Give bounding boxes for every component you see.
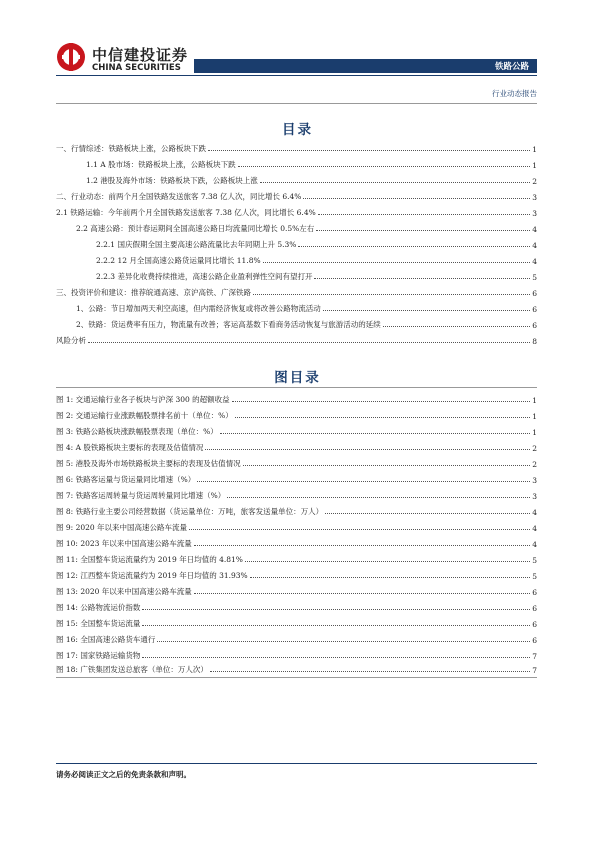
toc-entry-page: 1	[532, 161, 537, 170]
toc-entry[interactable]	[56, 221, 537, 234]
figure-entry-page: 2	[532, 460, 537, 469]
figure-entry-text: 图 14: 公路物流运价指数	[56, 603, 141, 612]
toc-entry[interactable]	[56, 253, 537, 266]
figure-leader	[194, 593, 530, 594]
figure-leader	[220, 433, 531, 434]
figure-entry-text: 图 11: 全国整车货运流量约为 2019 年日均值的 4.81%	[56, 555, 243, 564]
toc-entry-text: 2.2.3 差异化收费持续推进，高速公路企业盈利弹性空间有望打开	[96, 272, 313, 281]
toc-entry[interactable]	[56, 205, 537, 218]
figure-entry[interactable]	[56, 504, 537, 517]
figure-entry-page: 4	[532, 508, 537, 517]
toc-entry-text: 2、铁路：货运费率有压力，物流量有改善；客运高基数下看商务活动恢复与旅游活动的延续	[76, 320, 381, 329]
toc-entry-page: 4	[532, 241, 537, 250]
company-logo	[56, 40, 196, 80]
figure-entry[interactable]	[56, 456, 537, 469]
header-bar	[194, 59, 537, 73]
figure-entry-page: 1	[532, 428, 537, 437]
toc-entry-page: 1	[532, 145, 537, 154]
toc-leader	[253, 294, 530, 295]
figure-entry-text: 图 17: 国家铁路运输货物	[56, 651, 141, 660]
toc-leader	[383, 326, 530, 327]
figure-entry-page: 6	[532, 636, 537, 645]
toc-entry-page: 3	[532, 193, 537, 202]
figure-leader	[250, 577, 531, 578]
figure-entry[interactable]	[56, 392, 537, 405]
figure-entry-text: 图 1: 交通运输行业各子板块与沪深 300 的超额收益	[56, 395, 230, 404]
figure-entry[interactable]	[56, 552, 537, 565]
toc-entry[interactable]	[56, 301, 537, 314]
toc-entry[interactable]	[56, 237, 537, 250]
footer-disclaimer: 请务必阅读正文之后的免责条款和声明。	[56, 770, 191, 779]
toc-entry-page: 4	[532, 225, 537, 234]
toc-leader	[263, 262, 531, 263]
figure-entry[interactable]	[56, 584, 537, 597]
figure-entry[interactable]	[56, 440, 537, 453]
toc-entry[interactable]	[56, 317, 537, 330]
figure-leader	[189, 529, 530, 530]
toc-leader	[314, 278, 530, 279]
figure-entry[interactable]	[56, 648, 537, 661]
figure-entry-page: 7	[532, 652, 537, 661]
toc-entry-page: 6	[532, 321, 537, 330]
figure-entry-page: 7	[532, 666, 537, 675]
figure-entry[interactable]	[56, 600, 537, 613]
toc-entry[interactable]	[56, 173, 537, 186]
figure-entry-page: 1	[532, 412, 537, 421]
figure-entry[interactable]	[56, 616, 537, 629]
figure-leader	[157, 641, 530, 642]
toc-entry-text: 2.2 高速公路：预计春运期间全国高速公路日均流量同比增长 0.5%左右	[76, 224, 315, 233]
figure-entry-page: 1	[532, 396, 537, 405]
figure-entry[interactable]	[56, 408, 537, 421]
figure-entry-page: 4	[532, 524, 537, 533]
toc-entry-text: 2.1 铁路运输：今年前两个月全国铁路发送旅客 7.38 亿人次，同比增长 6.4%	[56, 208, 316, 217]
toc-entry[interactable]	[56, 157, 537, 170]
figure-entry-page: 5	[532, 572, 537, 581]
figure-list-top-rule	[56, 387, 537, 388]
figure-leader	[227, 497, 530, 498]
report-type-label: 行业动态报告	[492, 89, 537, 98]
toc-entry-text: 1、公路：节日增加两天利空高速，但内需经济恢复或将改善公路物流活动	[76, 304, 321, 313]
toc-entry-text: 1.1 A 股市场：铁路板块上涨，公路板块下跌	[86, 160, 236, 169]
toc-entry-page: 3	[532, 209, 537, 218]
toc-leader	[303, 198, 530, 199]
figure-entry-page: 6	[532, 588, 537, 597]
toc-entry-page: 2	[532, 177, 537, 186]
figure-entry-page: 4	[532, 540, 537, 549]
figure-entry[interactable]	[56, 424, 537, 437]
figure-entry-text: 图 13: 2020 年以来中国高速公路车流量	[56, 587, 192, 596]
figure-entry-page: 3	[532, 476, 537, 485]
toc-entry-page: 6	[532, 289, 537, 298]
toc-entry-text: 2.2.1 国庆假期全国主要高速公路流量比去年同期上升 5.3%	[96, 240, 297, 249]
figure-entry[interactable]	[56, 520, 537, 533]
figure-entry[interactable]	[56, 662, 537, 675]
figure-entry-page: 6	[532, 604, 537, 613]
toc-leader	[323, 310, 530, 311]
toc-entry-text: 一、行情综述：铁路板块上涨，公路板块下跌	[56, 144, 206, 153]
toc-leader	[298, 246, 530, 247]
figure-entry-text: 图 5: 港股及海外市场铁路板块主要标的表现及估值情况	[56, 459, 241, 468]
figure-entry-text: 图 8: 铁路行业主要公司经营数据（货运量单位：万吨，旅客发送量单位：万人）	[56, 507, 324, 516]
toc-entry-text: 2.2.2 12 月全国高速公路货运量同比增长 11.8%	[96, 256, 261, 265]
citic-logo-icon	[56, 42, 86, 72]
figure-entry[interactable]	[56, 472, 537, 485]
company-name-cn: 中信建投证券	[92, 46, 189, 64]
figure-entry-page: 6	[532, 620, 537, 629]
footer-divider	[56, 763, 537, 764]
figure-leader	[210, 671, 530, 672]
figure-leader	[194, 545, 530, 546]
figure-leader	[142, 609, 530, 610]
figure-leader	[245, 561, 530, 562]
figure-entry-text: 图 3: 铁路公路板块涨跌幅股票表现（单位：%）	[56, 427, 218, 436]
figure-entry-text: 图 16: 全国高速公路货车通行	[56, 635, 156, 644]
figure-entry-text: 图 7: 铁路客运周转量与货运周转量同比增速（%）	[56, 491, 226, 500]
toc-entry-page: 6	[532, 305, 537, 314]
figure-entry-text: 图 9: 2020 年以来中国高速公路车流量	[56, 523, 188, 532]
toc-entry-page: 8	[532, 337, 537, 346]
figure-entry[interactable]	[56, 488, 537, 501]
figure-entry[interactable]	[56, 536, 537, 549]
figure-entry-page: 5	[532, 556, 537, 565]
toc-entry[interactable]	[56, 269, 537, 282]
figure-leader	[232, 401, 531, 402]
figure-list-bottom-rule	[56, 677, 537, 678]
figure-leader	[325, 513, 530, 514]
figure-entry-text: 图 12: 江西整车货运流量约为 2019 年日均值的 31.93%	[56, 571, 248, 580]
toc-leader	[318, 214, 531, 215]
figure-leader	[205, 449, 530, 450]
toc-entry-page: 4	[532, 257, 537, 266]
figure-leader	[235, 417, 531, 418]
figure-list-title: 图目录	[274, 370, 321, 386]
figure-entry[interactable]	[56, 632, 537, 645]
toc-entry-text: 1.2 港股及海外市场：铁路板块下跌，公路板块上涨	[86, 176, 258, 185]
header-divider	[56, 75, 537, 76]
figure-entry-text: 图 10: 2023 年以来中国高速公路车流量	[56, 539, 192, 548]
toc-leader	[208, 150, 530, 151]
toc-entry-text: 风险分析	[56, 336, 86, 345]
toc-title: 目录	[282, 122, 313, 138]
figure-leader	[243, 465, 531, 466]
figure-entry-text: 图 18: 广铁集团发送总旅客（单位：万人次）	[56, 665, 208, 674]
toc-entry[interactable]	[56, 189, 537, 202]
toc-leader	[316, 230, 530, 231]
toc-entry[interactable]	[56, 285, 537, 298]
figure-entry-text: 图 15: 全国整车货运流量	[56, 619, 141, 628]
figure-entry-text: 图 6: 铁路客运量与货运量同比增速（%）	[56, 475, 196, 484]
figure-leader	[197, 481, 530, 482]
figure-leader	[142, 625, 530, 626]
toc-entry[interactable]	[56, 141, 537, 154]
toc-entry-page: 5	[532, 273, 537, 282]
company-name-en: CHINA SECURITIES	[92, 63, 181, 73]
toc-leader	[88, 342, 530, 343]
toc-entry-text: 二、行业动态：前两个月全国铁路发送旅客 7.38 亿人次，同比增长 6.4%	[56, 192, 302, 201]
toc-leader	[238, 166, 531, 167]
toc-entry-text: 三、投资评价和建议：推荐皖通高速、京沪高铁、广深铁路	[56, 288, 251, 297]
figure-entry[interactable]	[56, 568, 537, 581]
figure-entry-text: 图 4: A 股铁路板块主要标的表现及估值情况	[56, 443, 204, 452]
figure-leader	[142, 657, 530, 658]
figure-entry-page: 3	[532, 492, 537, 501]
toc-entry[interactable]	[56, 333, 537, 346]
figure-entry-page: 2	[532, 444, 537, 453]
sector-tag: 铁路公路	[494, 62, 529, 72]
toc-leader	[260, 182, 530, 183]
toc-top-rule	[56, 103, 537, 104]
figure-entry-text: 图 2: 交通运输行业涨跌幅股票排名前十（单位：%）	[56, 411, 233, 420]
